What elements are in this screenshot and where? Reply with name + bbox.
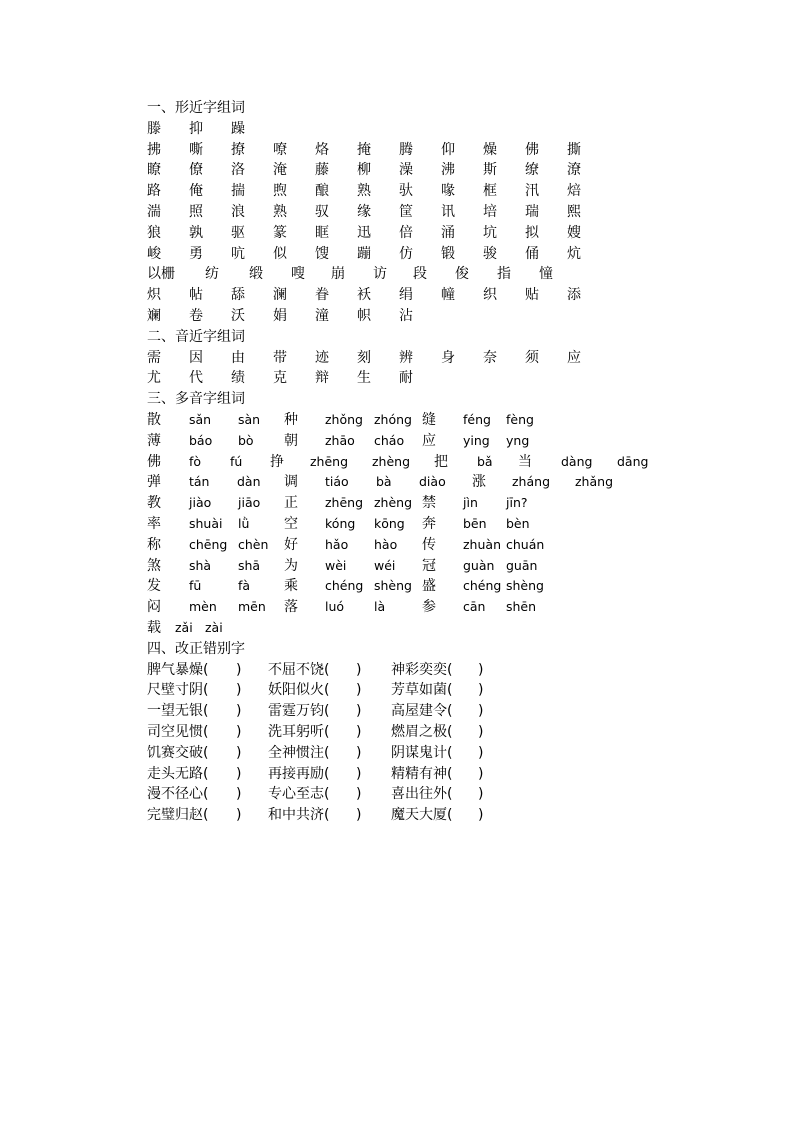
word-cell: guàn [463,557,495,573]
word-cell: jiào [189,495,212,511]
word-cell: jīn? [506,495,528,511]
idiom-with-blank: 精精有神( [391,765,453,782]
word-cell: 教 [147,495,161,512]
idiom-with-blank: 不屈不饶( [268,661,330,678]
blank-close-paren: ) [356,807,362,824]
word-cell: 刻 [357,349,371,366]
word-cell: kōng [374,516,405,531]
blank-close-paren: ) [478,807,484,824]
word-cell: guān [506,557,538,573]
word-cell: 沃 [231,308,245,324]
word-cell: tiáo [325,474,349,490]
word-cell: 把 [434,453,448,470]
section-heading-correction: 四、改正错别字 [147,640,245,657]
word-cell: chéng [463,578,502,594]
word-cell: 发 [147,578,161,595]
word-cell: 嘶 [189,141,203,158]
word-cell: wéi [374,557,396,573]
blank-close-paren: ) [236,724,242,740]
blank-close-paren: ) [356,786,362,803]
correction-row [0,743,794,763]
word-cell: 身 [441,349,455,366]
polyphone-row [0,472,794,492]
word-cell: 缭 [525,162,539,179]
word-cell: 奈 [483,349,497,366]
word-cell: 涨 [472,474,486,491]
section-heading-homophone: 二、音近字组词 [147,328,245,345]
word-cell: fèng [506,412,534,427]
word-cell: fū [189,578,202,594]
word-cell: 掩 [357,141,371,158]
word-cell: jiāo [238,495,261,511]
word-cell: 由 [231,349,245,366]
word-cell: 生 [357,370,371,387]
idiom-with-blank: 高屋建令( [391,703,453,720]
word-cell: 贴 [525,287,539,304]
word-cell: 俑 [525,245,539,262]
word-cell: 驱 [231,224,245,241]
word-cell: 舔 [231,287,245,304]
word-cell: 应 [567,349,581,366]
word-cell: 喙 [441,183,455,200]
word-cell: 帜 [357,308,371,324]
word-cell: 袄 [357,287,371,304]
word-cell: 朝 [284,432,298,449]
word-cell: 淹 [273,162,287,179]
word-cell: 落 [284,599,298,616]
idiom-with-blank: 脾气暴燥( [147,661,209,678]
idiom-with-blank: 饥赛交破( [147,744,209,761]
polyphone-row [0,535,794,555]
polyphone-row [0,410,794,430]
word-cell: 斓 [147,308,161,324]
word-cell: 揣 [231,183,245,200]
word-cell: 撩 [231,141,245,158]
word-cell: 称 [147,536,161,553]
correction-row [0,680,794,700]
blank-close-paren: ) [356,661,362,678]
correction-row [0,764,794,784]
word-cell: 拂 [147,141,161,158]
word-cell: bēn [463,516,487,531]
blank-close-paren: ) [478,661,484,678]
similar-row [0,306,794,326]
idiom-with-blank: 走头无路( [147,765,209,782]
blank-close-paren: ) [356,744,362,761]
word-cell: 峻 [147,245,161,262]
blank-close-paren: ) [236,765,242,782]
word-cell: 指 [497,266,511,283]
similar-row [0,223,794,243]
blank-close-paren: ) [356,682,362,699]
word-cell: 带 [273,349,287,366]
word-cell: 潦 [567,162,581,179]
word-cell: 抑 [189,120,203,137]
word-cell: 燥 [483,141,497,158]
similar-row [0,264,794,284]
word-cell: 瑞 [525,204,539,220]
word-cell: 应 [422,432,436,449]
word-cell: 缘 [357,204,371,220]
word-cell: yng [506,432,530,448]
word-cell: 眷 [315,287,329,304]
word-cell: zǎi [175,620,193,635]
idiom-with-blank: 和中共济( [268,807,330,824]
polyphone-row [0,576,794,596]
blank-close-paren: ) [236,807,242,824]
word-cell: 俺 [189,183,203,200]
word-cell: 汛 [525,183,539,200]
word-cell: 访 [373,266,387,283]
word-cell: 馊 [315,245,329,262]
word-cell: zhǎng [575,474,614,490]
word-cell: 眶 [315,224,329,241]
word-cell: 熟 [273,204,287,220]
polyphone-row [0,597,794,617]
word-cell: 照 [189,204,203,220]
blank-close-paren: ) [478,744,484,761]
polyphone-row [0,556,794,576]
word-cell: chèn [238,536,269,552]
idiom-with-blank: 魔天大厦( [391,807,453,824]
word-cell: 筐 [399,204,413,220]
word-cell: cháo [374,432,405,448]
word-cell: 正 [284,495,298,512]
word-cell: 熟 [357,183,371,200]
idiom-with-blank: 专心至志( [268,786,330,803]
word-cell: diào [419,474,446,490]
word-cell: 熙 [567,204,581,220]
word-cell: 框 [483,183,497,200]
word-cell: 佛 [147,453,161,470]
word-cell: dàn [237,474,261,490]
word-cell: 为 [284,557,298,574]
word-cell: 勇 [189,245,203,262]
word-cell: shuài [189,516,223,531]
blank-close-paren: ) [236,744,242,761]
blank-close-paren: ) [478,786,484,803]
polyphone-row [0,493,794,513]
word-cell: 卷 [189,308,203,324]
word-cell: fú [230,453,243,469]
word-cell: zhèng [374,495,413,511]
word-cell: 乘 [284,578,298,595]
idiom-with-blank: 司空见惯( [147,724,209,740]
word-cell: 炽 [147,287,161,304]
word-cell: luó [325,599,345,615]
word-cell: shà [189,557,212,573]
word-cell: 躁 [231,120,245,137]
word-cell: bà [376,474,392,490]
idiom-with-blank: 雷霆万钧( [268,703,330,720]
blank-close-paren: ) [236,703,242,720]
word-cell: zhǒng [325,412,363,427]
idiom-with-blank: 阴谋鬼计( [391,744,453,761]
correction-row [0,701,794,721]
polyphone-row [0,431,794,451]
word-cell: 似 [273,245,287,262]
word-cell: 因 [189,349,203,366]
word-cell: fà [238,578,251,594]
word-cell: shā [238,557,261,573]
word-cell: 湍 [147,204,161,220]
correction-row [0,660,794,680]
polyphone-row [0,618,794,638]
word-cell: 佛 [525,141,539,158]
word-cell: 娟 [273,308,287,324]
word-cell: zhèng [372,453,411,469]
word-cell: hào [374,536,398,552]
word-cell: jìn [463,495,478,511]
idiom-with-blank: 完璧归赵( [147,807,209,824]
word-cell: bèn [506,516,530,531]
word-cell: 绢 [399,287,413,304]
word-cell: hǎo [325,536,349,552]
similar-row [0,140,794,160]
word-cell: 洛 [231,162,245,179]
word-cell: 须 [525,349,539,366]
idiom-with-blank: 再接再励( [268,765,330,782]
word-cell: mēn [238,599,266,615]
correction-row [0,784,794,804]
word-cell: 闷 [147,599,161,616]
blank-close-paren: ) [356,724,362,740]
word-cell: 炕 [567,245,581,262]
word-cell: 讯 [441,204,455,220]
word-cell: 拟 [525,224,539,241]
word-cell: sǎn [189,412,212,427]
word-cell: bǎ [477,453,493,469]
blank-close-paren: ) [356,765,362,782]
word-cell: fò [189,453,202,469]
word-cell: 盛 [422,578,436,595]
word-cell: 尤 [147,370,161,387]
similar-row [0,119,794,139]
idiom-with-blank: 尺壁寸阴( [147,682,209,699]
word-cell: là [374,599,386,615]
idiom-with-blank: 燃眉之极( [391,724,453,740]
word-cell: dàng [561,453,593,469]
section-heading-similar: 一、形近字组词 [147,100,245,116]
word-cell: 嗖 [291,266,305,283]
word-cell: 种 [284,412,298,428]
word-cell: bò [238,432,254,448]
word-cell: 酿 [315,183,329,200]
blank-close-paren: ) [478,703,484,720]
word-cell: 坑 [483,224,497,241]
word-cell: 奔 [422,516,436,532]
homophone-row [0,368,794,388]
word-cell: 孰 [189,224,203,241]
word-cell: 煦 [273,183,287,200]
word-cell: 辩 [315,370,329,387]
word-cell: 憧 [539,266,553,283]
word-cell: shēn [506,599,537,615]
word-cell: 迅 [357,224,371,241]
word-cell: cān [463,599,486,615]
word-cell: 煞 [147,557,161,574]
word-cell: 嫂 [567,224,581,241]
word-cell: 迹 [315,349,329,366]
word-cell: sàn [238,412,261,427]
word-cell: 骏 [483,245,497,262]
word-cell: 缎 [249,266,263,283]
idiom-with-blank: 洗耳躬听( [268,724,330,740]
word-cell: 驮 [399,183,413,200]
similar-row [0,181,794,201]
correction-row [0,805,794,825]
word-cell: 吭 [231,245,245,262]
word-cell: 添 [567,287,581,304]
polyphone-row [0,452,794,472]
word-cell: 仿 [399,245,413,262]
word-cell: féng [463,412,491,427]
word-cell: 好 [284,536,298,553]
word-cell: 需 [147,349,161,366]
word-cell: 蹦 [357,245,371,262]
word-cell: 纺 [205,266,219,283]
word-cell: 帖 [189,287,203,304]
word-cell: 涌 [441,224,455,241]
blank-close-paren: ) [478,724,484,740]
word-cell: 以栅 [147,266,175,283]
word-cell: 辨 [399,349,413,366]
word-cell: 仰 [441,141,455,158]
word-cell: 薄 [147,432,161,449]
word-cell: 沸 [441,162,455,179]
word-cell: 澜 [273,287,287,304]
word-cell: 柳 [357,162,371,179]
word-cell: 斯 [483,162,497,179]
blank-close-paren: ) [478,765,484,782]
section-heading-polyphone: 三、多音字组词 [147,391,245,408]
word-cell: 崩 [331,266,345,283]
word-cell: lǜ [238,516,250,531]
blank-close-paren: ) [356,703,362,720]
idiom-with-blank: 喜出往外( [391,786,453,803]
word-cell: tán [189,474,210,490]
word-cell: wèi [325,557,347,573]
word-cell: 当 [518,453,532,470]
word-cell: 倍 [399,224,413,241]
blank-close-paren: ) [236,682,242,699]
polyphone-row [0,514,794,534]
word-cell: 浪 [231,204,245,220]
word-cell: 散 [147,412,161,428]
word-cell: 缝 [422,412,436,428]
word-cell: chéng [325,578,364,594]
word-cell: 空 [284,516,298,532]
word-cell: chuán [506,536,545,552]
word-cell: 载 [147,620,161,636]
blank-close-paren: ) [478,682,484,699]
word-cell: 耐 [399,370,413,387]
word-cell: chēng [189,536,228,552]
word-cell: 瞭 [147,162,161,179]
word-cell: 参 [422,599,436,616]
similar-row [0,285,794,305]
word-cell: 幢 [441,287,455,304]
word-cell: 澡 [399,162,413,179]
homophone-row [0,348,794,368]
word-cell: 嘹 [273,141,287,158]
word-cell: 锻 [441,245,455,262]
word-cell: 潼 [315,308,329,324]
word-cell: kóng [325,516,356,531]
idiom-with-blank: 全神惯注( [268,744,330,761]
word-cell: 沾 [399,308,413,324]
word-cell: 篆 [273,224,287,241]
similar-row [0,244,794,264]
word-cell: 撕 [567,141,581,158]
word-cell: 僚 [189,162,203,179]
word-cell: 冠 [422,557,436,574]
idiom-with-blank: 漫不径心( [147,786,209,803]
word-cell: 挣 [270,453,284,470]
word-cell: zhēng [310,453,349,469]
word-cell: 率 [147,516,161,532]
word-cell: shèng [374,578,412,594]
idiom-with-blank: 妖阳似火( [268,682,330,699]
similar-row [0,202,794,222]
word-cell: 滕 [147,120,161,137]
word-cell: 调 [284,474,298,491]
word-cell: dāng [617,453,649,469]
idiom-with-blank: 芳草如菌( [391,682,453,699]
word-cell: zhēng [325,495,364,511]
word-cell: báo [189,432,213,448]
idiom-with-blank: 神彩奕奕( [391,661,453,678]
word-cell: 俊 [455,266,469,283]
word-cell: ying [463,432,490,448]
word-cell: 烙 [315,141,329,158]
word-cell: zhāo [325,432,355,448]
word-cell: 绩 [231,370,245,387]
blank-close-paren: ) [236,786,242,803]
correction-row [0,722,794,742]
word-cell: 培 [483,204,497,220]
word-cell: 腾 [399,141,413,158]
word-cell: 段 [413,266,427,283]
word-cell: 织 [483,287,497,304]
word-cell: 传 [422,536,436,553]
word-cell: 代 [189,370,203,387]
word-cell: zhuàn [463,536,501,552]
word-cell: zháng [512,474,551,490]
word-cell: 藤 [315,162,329,179]
word-cell: zài [205,620,223,635]
word-cell: 驭 [315,204,329,220]
similar-row [0,160,794,180]
word-cell: 克 [273,370,287,387]
word-cell: 禁 [422,495,436,512]
word-cell: zhóng [374,412,412,427]
word-cell: 弹 [147,474,161,491]
idiom-with-blank: 一望无银( [147,703,209,720]
word-cell: shèng [506,578,544,594]
blank-close-paren: ) [236,661,242,678]
word-cell: 焙 [567,183,581,200]
word-cell: 狼 [147,224,161,241]
word-cell: 路 [147,183,161,200]
word-cell: mèn [189,599,217,615]
